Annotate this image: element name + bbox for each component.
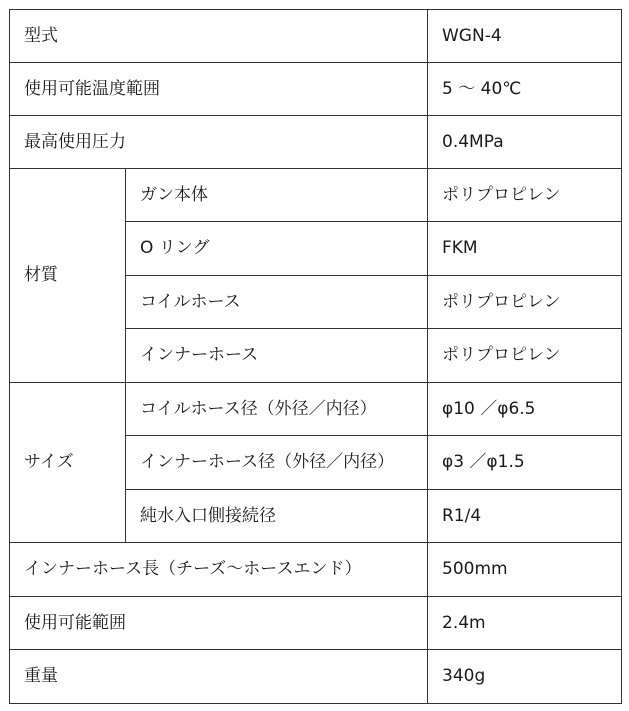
table-row [10, 10, 622, 63]
size-item-label: コイルホース径（外径／内径） [126, 383, 428, 436]
row-label-max-pressure: 最高使用圧力 [10, 116, 428, 169]
row-label-temperature-range: 使用可能温度範囲 [10, 63, 428, 116]
table-row [10, 63, 622, 116]
group-label-material: 材質 [10, 169, 126, 383]
table-row [10, 116, 622, 169]
row-label-model: 型式 [10, 10, 428, 63]
table-row [10, 169, 622, 222]
material-item-label: O リング [126, 222, 428, 276]
group-label-size: サイズ [10, 383, 126, 543]
table-row [10, 543, 622, 597]
material-item-value: ポリプロピレン [428, 329, 622, 383]
row-value-model: WGN-4 [428, 10, 622, 63]
table-row [10, 597, 622, 650]
size-item-label: 純水入口側接続径 [126, 490, 428, 543]
row-value-weight: 340g [428, 650, 622, 704]
table-row [10, 650, 622, 704]
spec-table [9, 9, 622, 704]
row-label-weight: 重量 [10, 650, 428, 704]
row-value-usable-range: 2.4m [428, 597, 622, 650]
material-item-label: インナーホース [126, 329, 428, 383]
row-value-temperature-range: 5 ～ 40℃ [428, 63, 622, 116]
material-item-value: ポリプロピレン [428, 169, 622, 222]
row-label-inner-hose-length: インナーホース長（チーズ～ホースエンド） [10, 543, 428, 597]
size-item-value: R1/4 [428, 490, 622, 543]
size-item-label: インナーホース径（外径／内径） [126, 436, 428, 490]
size-item-value: φ10 ／φ6.5 [428, 383, 622, 436]
size-item-value: φ3 ／φ1.5 [428, 436, 622, 490]
table-row [10, 383, 622, 436]
material-item-value: ポリプロピレン [428, 276, 622, 329]
material-item-label: コイルホース [126, 276, 428, 329]
row-value-inner-hose-length: 500mm [428, 543, 622, 597]
material-item-value: FKM [428, 222, 622, 276]
row-value-max-pressure: 0.4MPa [428, 116, 622, 169]
material-item-label: ガン本体 [126, 169, 428, 222]
row-label-usable-range: 使用可能範囲 [10, 597, 428, 650]
